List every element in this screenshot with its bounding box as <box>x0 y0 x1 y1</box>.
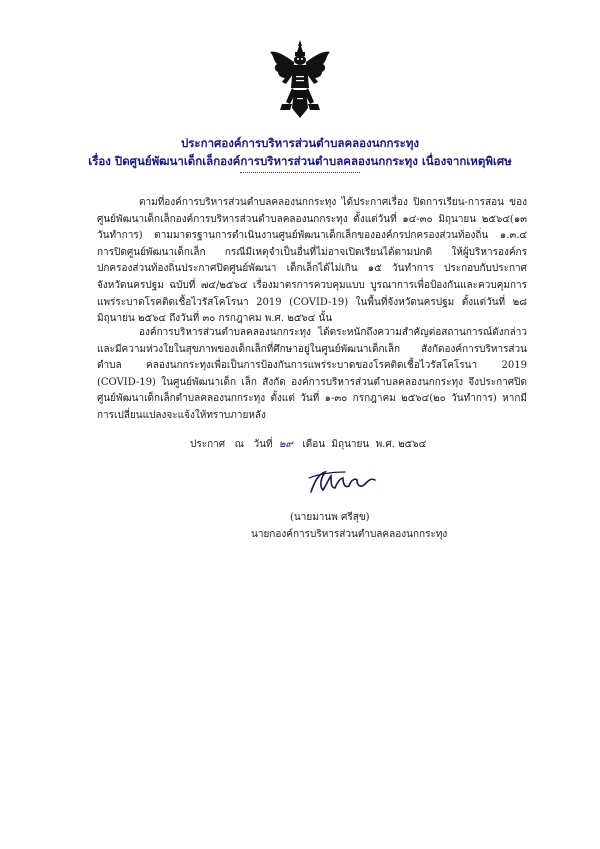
paragraph-1-text: กรณีมีเหตุจำเป็นอื่นที่ไม่อาจเปิดเรียนได้ตามปกติ ให้ผู้บริหารองค์กรปกครองส่วนท้องถิ่นประกาศปิดศูนย์พัฒนา <box>97 246 527 275</box>
paragraph-2-text: วันที่ ๑-๓๐ กรกฎาคม ๒๕๖๔(๒๐ วันทำการ) หากมีการเปลี่ยนแปลงจะแจ้งให้ทราบภายหลัง <box>97 393 527 421</box>
announcement-subject: เรื่อง ปิดศูนย์พัฒนาเด็กเล็กองค์การบริหารส่วนตำบลคลองนกกระทุง เนื่องจากเหตุพิเศษ <box>88 154 512 168</box>
signer-name: (นายมานพ ศรีสุข) <box>290 512 370 523</box>
signer-position: นายกองค์การบริหารส่วนตำบลคลองนกกระทุง <box>251 529 448 540</box>
paragraph-1-text: ตามที่องค์การบริหารส่วนตำบลคลองนกกระทุง ได้ประกาศเรื่อง ปิดการเรียน-การสอน <box>139 197 504 208</box>
paragraph-1-text: เด็กเล็กได้ไม่เกิน ๑๕ วันทำการ ประกอบกับประกาศจังหวัดนครปฐม ฉบับที่ ๗๔/๒๕๖๔ เรื่องมาตรการควบคุมแบบ <box>97 263 527 291</box>
paragraph-2-text: คลองนกกระทุงเพื่อเป็นการป้องกันการแพร่ระบาดของโรคติดเชื้อไวรัสโคโรนา 2019 (COVID-19) ในศูนย์พัฒนาเด็ก <box>97 360 527 388</box>
garuda-emblem-icon <box>268 38 332 126</box>
signature-icon <box>305 466 377 500</box>
date-prefix: ประกาศ ณ วันที่ <box>190 439 273 450</box>
paragraph-2 <box>97 325 527 425</box>
announcement-title: ประกาศองค์การบริหารส่วนตำบลคลองนกกระทุง <box>180 136 420 150</box>
paragraph-2-text: เล็ก สังกัด องค์การบริหารส่วนตำบลคลองนกกระทุง จึงประกาศปิดศูนย์พัฒนาเด็กเล็กตำบลคลองนกกระทุง ตั้งแต่ <box>97 376 527 405</box>
paragraph-1-text: ตั้งแต่วันที่ ๒๘ มิถุนายน ๒๕๖๔ ถึงวันที่ ๓๐ กรกฎาคม พ.ศ. ๒๕๖๔ นั้น <box>97 296 527 325</box>
paragraph-2-text: องค์การบริหารส่วนตำบลคลองนกกระทุง ได้ตระหนักถึงความสำคัญต่อสถานการณ์ดังกล่าว <box>139 327 527 338</box>
paragraph-1-text: บูรณาการเพื่อป้องกันและควบคุมการแพร่ระบาดโรคติดเชื้อไวรัสโคโรนา 2019 (COVID-19) ในพื้นที่จังหวัดนครปฐม <box>97 279 527 308</box>
paragraph-1-text: ตามมาตรฐานการดำเนินงานศูนย์พัฒนาเด็กเล็กขององค์กรปกครองส่วนท้องถิ่น ๑.๓.๔ การปิดศูนย์พัฒนาเด็กเล็ก <box>97 230 527 258</box>
date-day: ๒๙ <box>278 439 293 450</box>
paragraph-1-text: ของศูนย์พัฒนาเด็กเล็กองค์การบริหารส่วนตำบลคลองนกกระทุง ตั้งแต่วันที่ ๑๔-๓๐ มิถุนายน ๒๕๖๔(๑๓ วันทำการ) <box>97 197 527 242</box>
paragraph-1 <box>97 195 527 328</box>
paragraph-2-text: และมีความห่วงใยในสุขภาพของเด็กเล็กที่ศึกษาอยู่ในศูนย์พัฒนาเด็กเล็ก สังกัดองค์การบริหารส่วนตำบล <box>97 343 527 372</box>
separator-line <box>240 172 360 173</box>
announcement-date <box>190 437 426 452</box>
date-suffix: เดือน มิถุนายน พ.ศ. ๒๕๖๔ <box>302 439 427 450</box>
